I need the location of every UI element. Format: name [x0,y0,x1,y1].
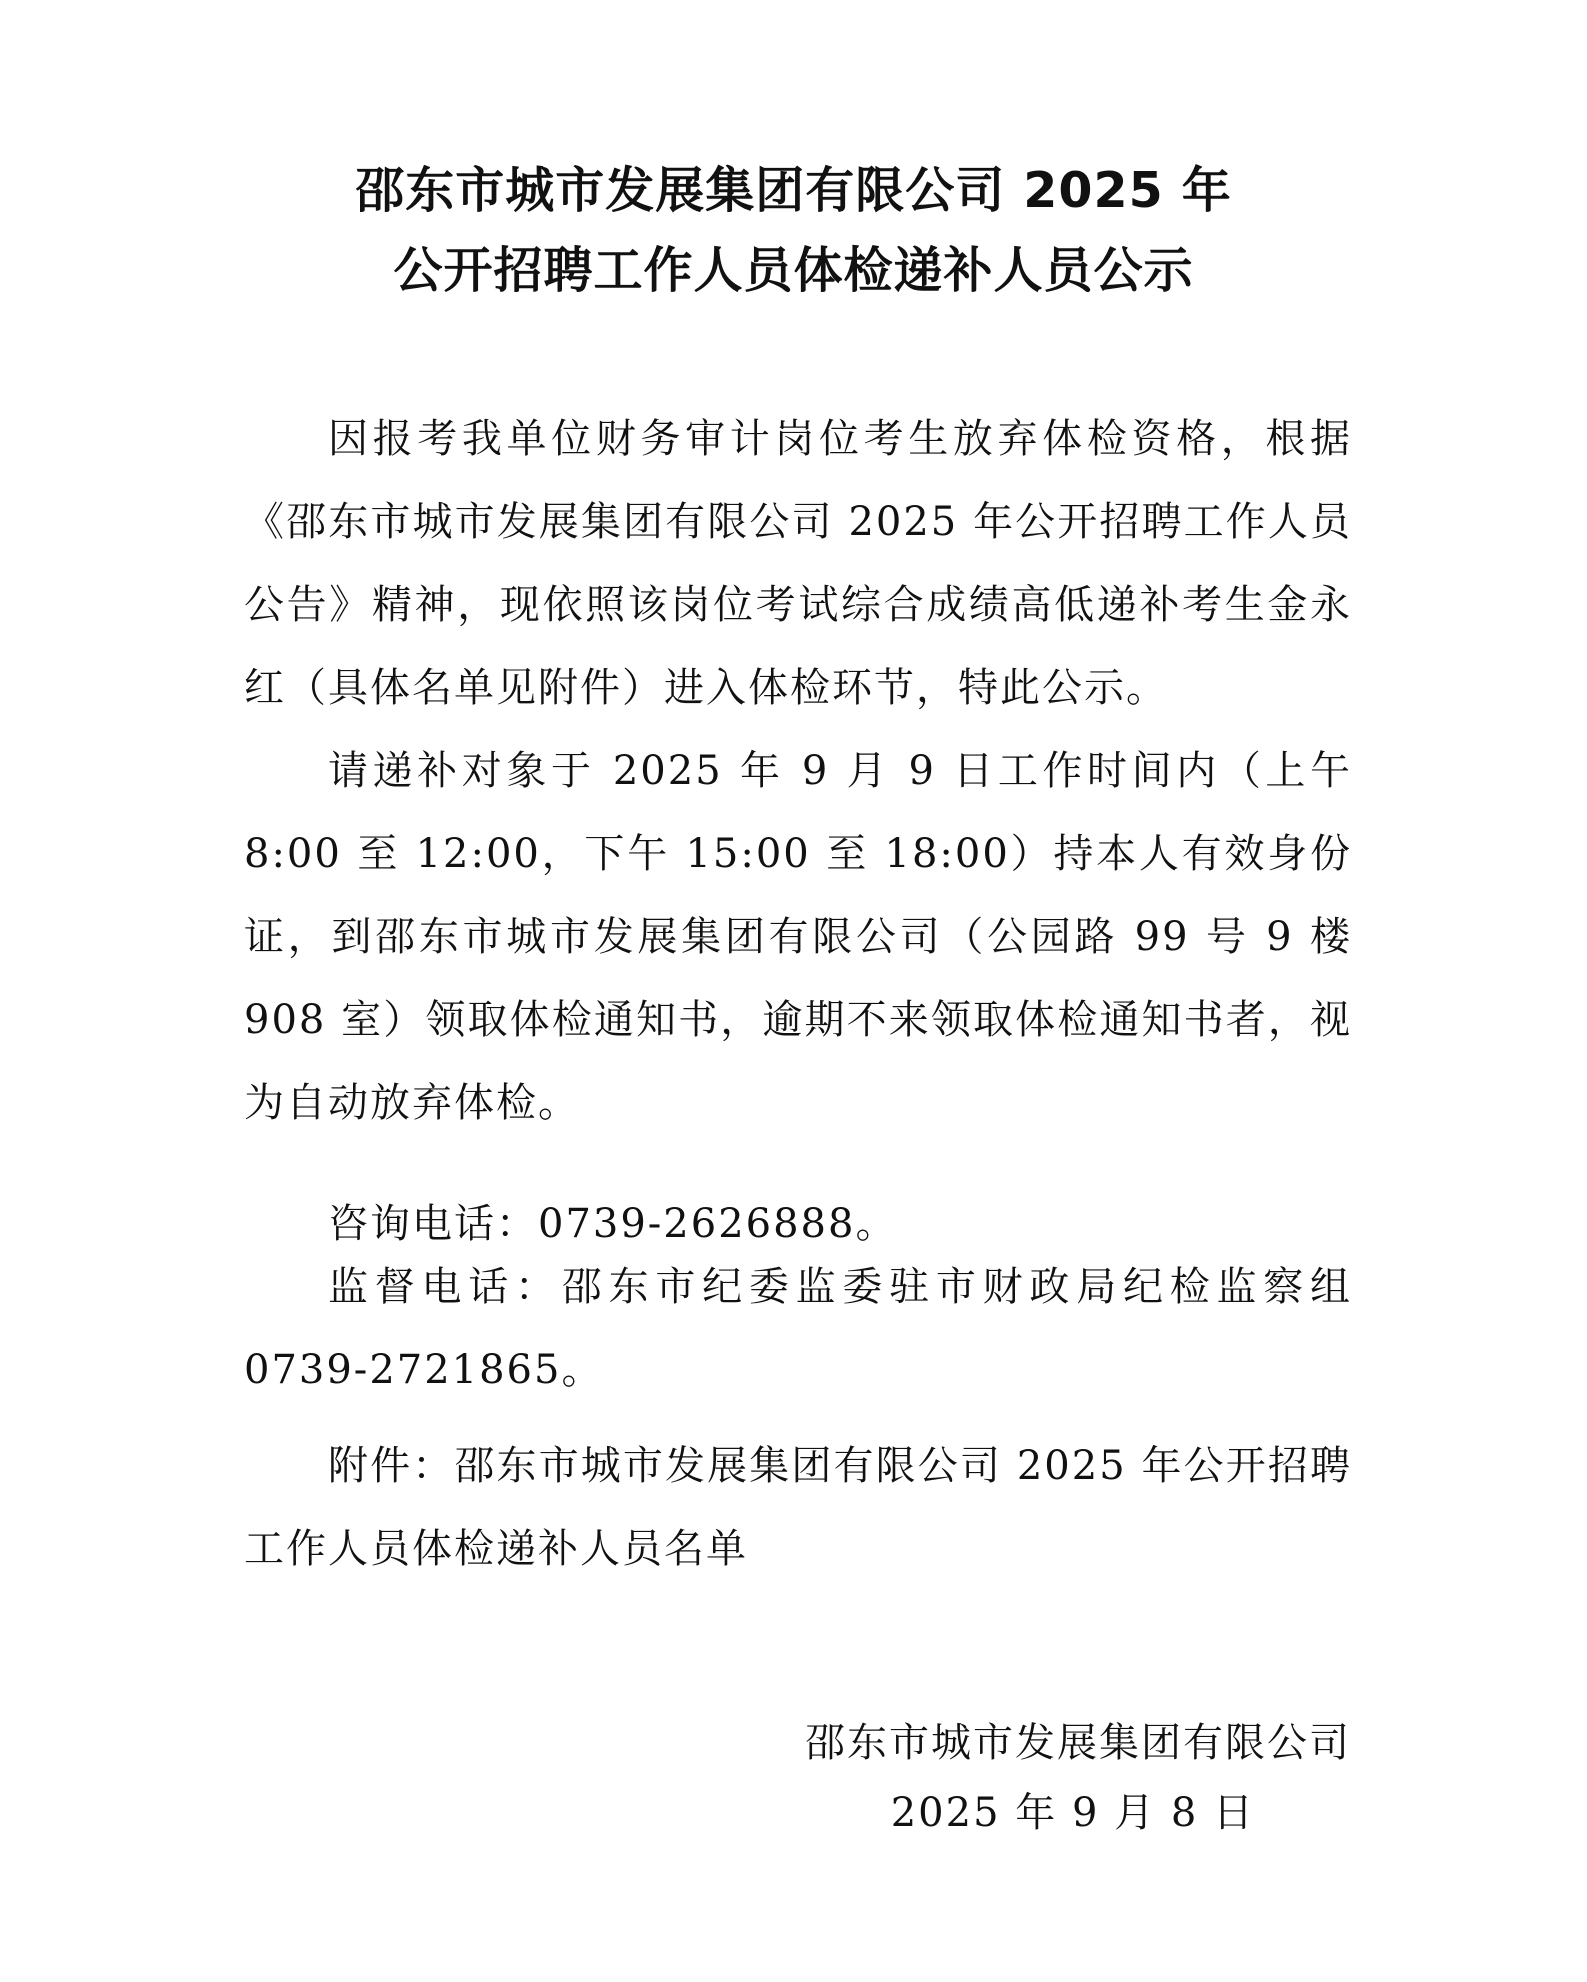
attachment-note: 附件：邵东市城市发展集团有限公司 2025 年公开招聘工作人员体检递补人员名单 [244,1443,1352,1572]
consult-phone: 咨询电话：0739-2626888。 [328,1201,898,1247]
signature-date: 2025 年 9 月 8 日 [890,1790,1255,1836]
document-title-line-2: 公开招聘工作人员体检递补人员公示 [393,242,1194,299]
document-title-line-1: 邵东市城市发展集团有限公司 2025 年 [355,162,1232,219]
notice-paragraph-2: 请递补对象于 2025 年 9 月 9 日工作时间内（上午 8:00 至 12:00，下午 15:00 至 18:00）持本人有效身份证，到邵东市城市发展集团有限公司（公园路 99 号 9 楼 908 室）领取体检通知书，逾期不来领取体检通知书者，视为自动放弃体检。 [244,748,1352,1126]
signature-organization: 邵东市城市发展集团有限公司 [805,1720,1351,1766]
notice-paragraph-1: 因报考我单位财务审计岗位考生放弃体检资格，根据《邵东市城市发展集团有限公司 2025 年公开招聘工作人员公告》精神，现依照该岗位考试综合成绩高低递补考生金永红（具体名单见附件）进入体检环节，特此公示。 [244,416,1352,711]
supervision-phone: 监督电话：邵东市纪委监委驻市财政局纪检监察组 0739-2721865。 [244,1264,1352,1393]
